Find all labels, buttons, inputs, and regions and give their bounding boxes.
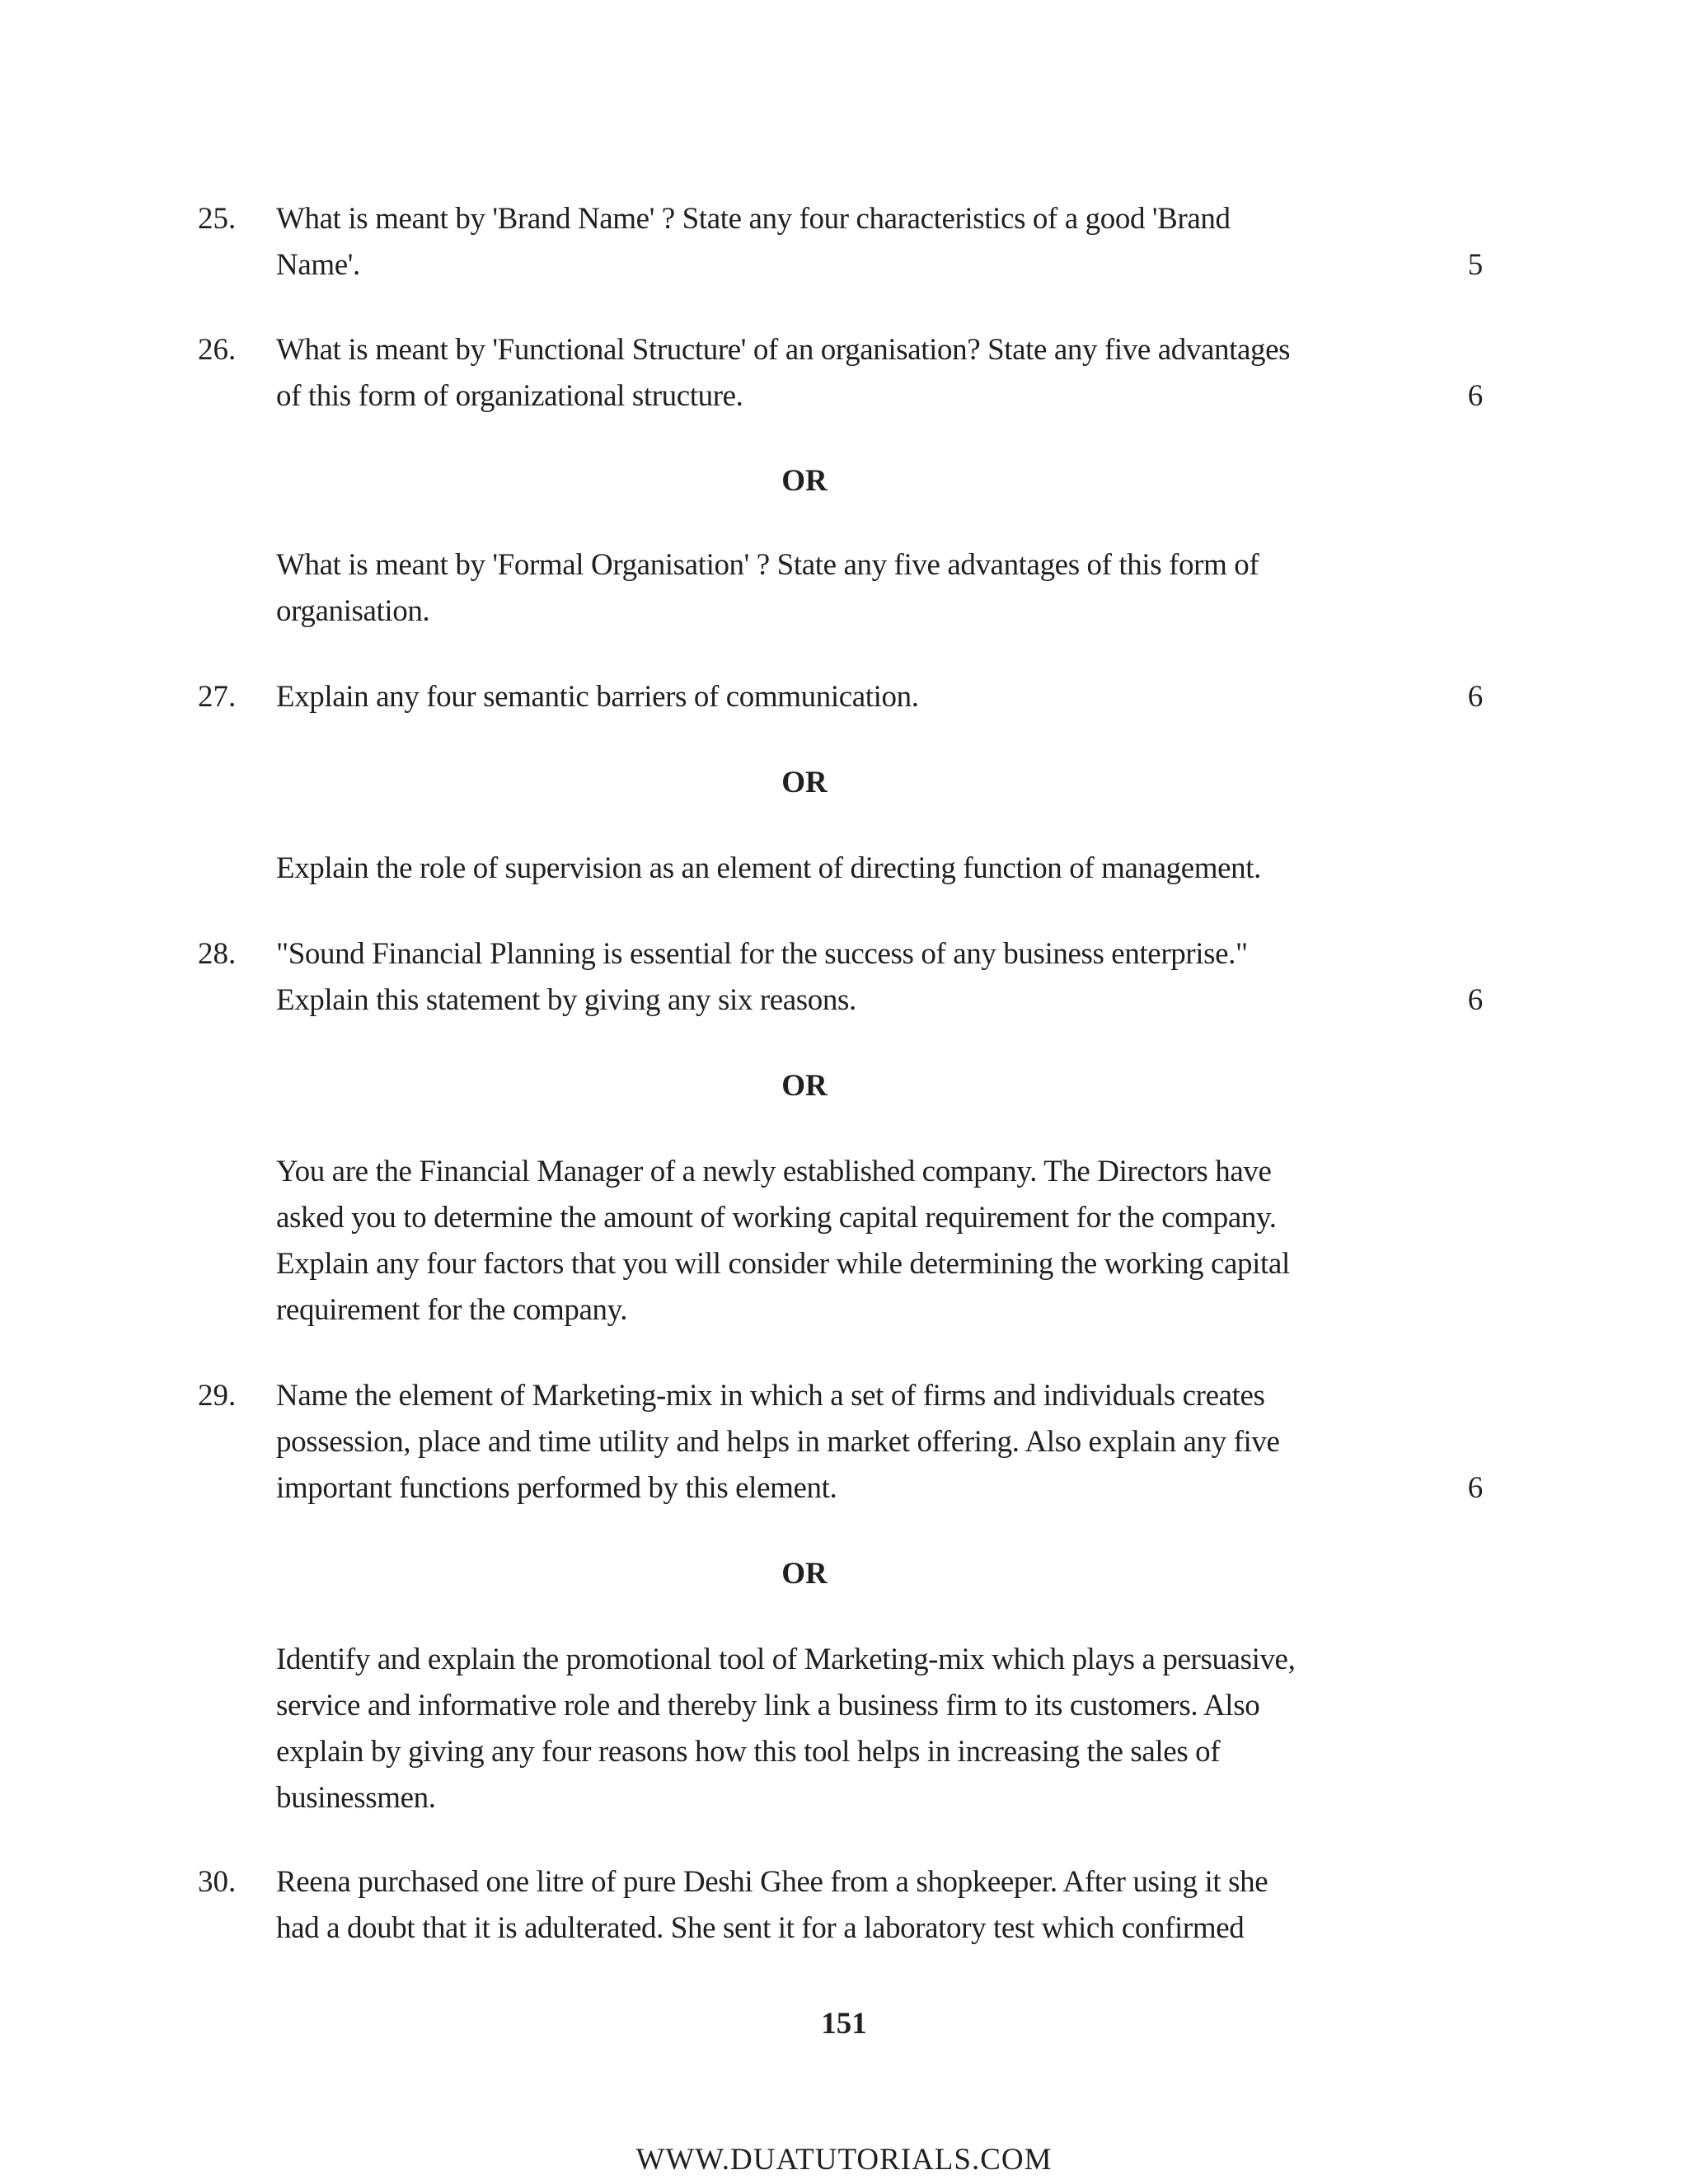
question-text [276, 846, 1348, 892]
question-text [276, 327, 1348, 419]
question-number: 26. [198, 333, 237, 367]
question-text [276, 542, 1348, 635]
question-line: You are the Financial Manager of a newly established company. The Directors have [276, 1155, 1272, 1188]
question-marks: 6 [1467, 1471, 1484, 1505]
question-line: Explain this statement by giving any six reasons. [276, 983, 856, 1017]
question-number: 25. [198, 202, 237, 236]
or-separator: OR [781, 1557, 828, 1591]
question-text [276, 1149, 1348, 1333]
question-line: asked you to determine the amount of working capital requirement for the company. [276, 1201, 1277, 1235]
question-line: possession, place and time utility and helps in market offering. Also explain any five [276, 1425, 1280, 1459]
question-marks: 5 [1467, 248, 1484, 282]
question-line: Name'. [276, 248, 360, 282]
question-line: important functions performed by this element. [276, 1471, 837, 1505]
question-text [276, 931, 1348, 1024]
question-number: 29. [198, 1379, 237, 1413]
question-marks: 6 [1467, 379, 1484, 413]
question-line: businessmen. [276, 1781, 436, 1815]
question-line: Explain any four factors that you will consider while determining the working capital [276, 1247, 1290, 1281]
question-line: organisation. [276, 594, 430, 628]
question-text [276, 196, 1348, 288]
question-line: explain by giving any four reasons how this tool helps in increasing the sales of [276, 1735, 1221, 1769]
question-line: What is meant by 'Functional Structure' of an organisation? State any five advantages [276, 333, 1291, 367]
question-line: of this form of organizational structure. [276, 379, 743, 413]
question-line: Explain any four semantic barriers of communication. [276, 680, 919, 714]
question-marks: 6 [1467, 983, 1484, 1017]
question-line: What is meant by 'Brand Name' ? State any four characteristics of a good 'Brand [276, 202, 1231, 236]
question-line: "Sound Financial Planning is essential for the success of any business enterprise." [276, 937, 1248, 971]
question-line: requirement for the company. [276, 1293, 628, 1327]
question-line: service and informative role and thereby link a business firm to its customers. Also [276, 1689, 1260, 1722]
or-separator: OR [781, 1069, 828, 1103]
question-line: What is meant by 'Formal Organisation' ? State any five advantages of this form of [276, 548, 1259, 582]
question-text [276, 1637, 1348, 1821]
question-text [276, 1859, 1348, 1952]
or-separator: OR [781, 766, 828, 799]
footer-website: WWW.DUATUTORIALS.COM [635, 2143, 1053, 2177]
question-line: Identify and explain the promotional tool of Marketing-mix which plays a persuasive, [276, 1643, 1296, 1676]
question-number: 30. [198, 1865, 237, 1899]
question-marks: 6 [1467, 680, 1484, 714]
or-separator: OR [781, 464, 828, 498]
question-text [276, 674, 1348, 720]
question-text [276, 1373, 1348, 1511]
question-number: 28. [198, 937, 237, 971]
question-line: Explain the role of supervision as an element of directing function of management. [276, 851, 1262, 885]
question-number: 27. [198, 680, 237, 714]
question-line: had a doubt that it is adulterated. She sent it for a laboratory test which confirmed [276, 1911, 1245, 1945]
question-line: Name the element of Marketing-mix in which a set of firms and individuals creates [276, 1379, 1265, 1413]
question-line: Reena purchased one litre of pure Deshi Ghee from a shopkeeper. After using it she [276, 1865, 1268, 1899]
page-number: 151 [821, 2007, 867, 2041]
